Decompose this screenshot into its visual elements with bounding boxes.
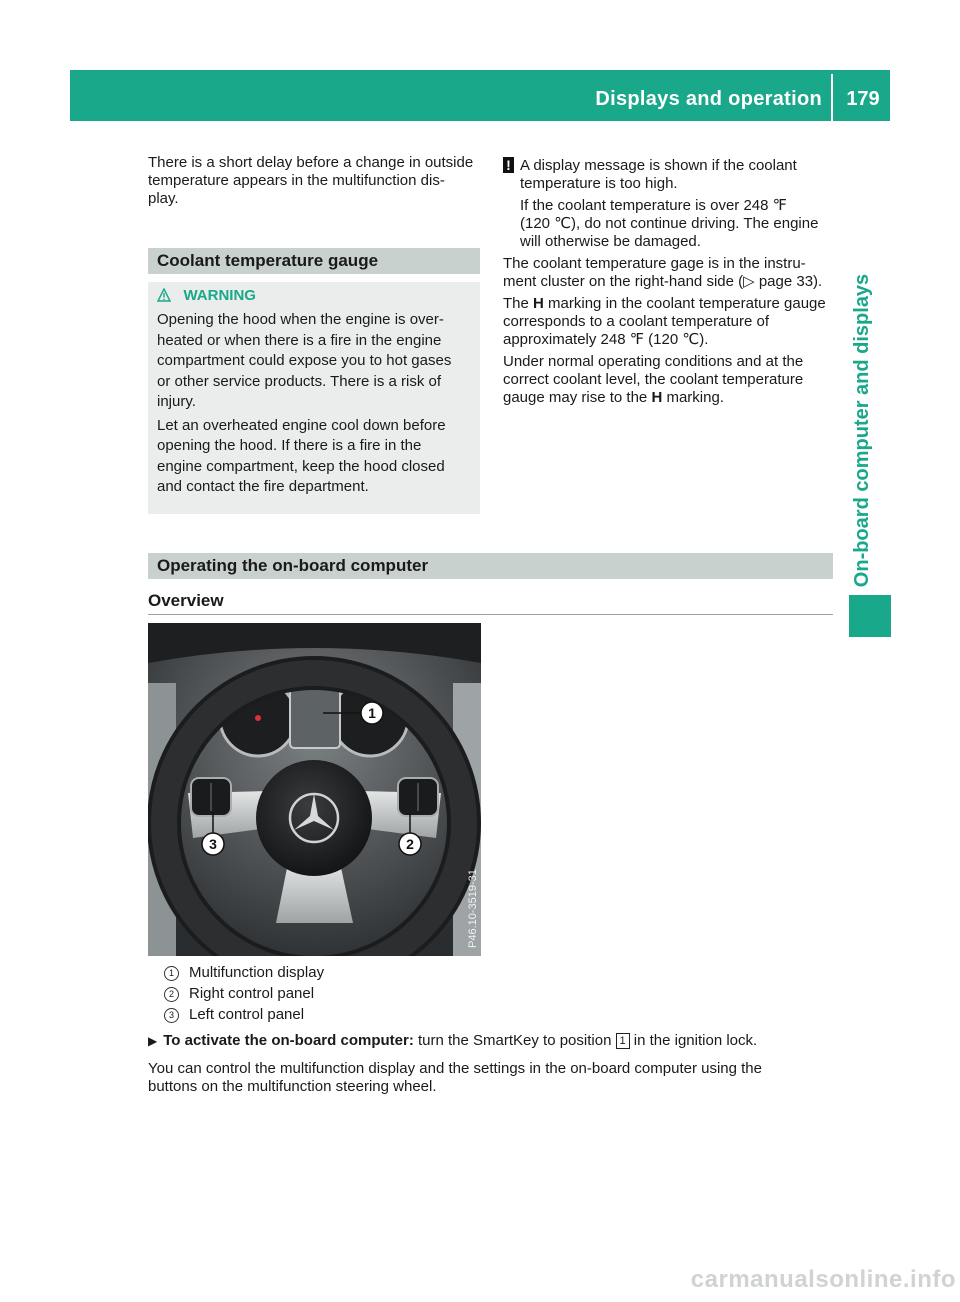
legend-item: [164, 983, 324, 1004]
text-line: corresponds to a coolant temperature of: [503, 313, 769, 330]
step-arrow-icon: ▶: [148, 1034, 158, 1048]
text-line: Under normal operating conditions and at the: [503, 353, 804, 370]
text-line: injury.: [157, 393, 196, 410]
h-marking-paragraph: [503, 295, 837, 349]
h-marking-label: H: [533, 295, 544, 312]
text-fragment: turn the SmartKey to position: [417, 1032, 612, 1049]
text-fragment: gauge may rise to the: [503, 389, 648, 406]
text-line: or other service products. There is a risk of: [157, 372, 442, 390]
image-code: P46.10-3519-31: [467, 869, 479, 948]
text-line: Let an overheated engine cool down before: [157, 416, 446, 434]
page-number: 179: [846, 88, 880, 110]
text-line: heated or when there is a fire in the engine: [157, 331, 442, 349]
warning-triangle-icon: [157, 288, 171, 302]
text-line: You can control the multifunction display and the settings in the on-board computer using the: [148, 1060, 762, 1077]
chapter-title: Displays and operation: [595, 88, 822, 110]
text-line: If the coolant temperature is over 248 ℉: [520, 197, 787, 214]
text-line: and contact the fire department.: [157, 478, 369, 495]
text-fragment: marking.: [666, 389, 724, 406]
text-line: correct coolant level, the coolant temperature: [503, 371, 804, 388]
normal-conditions-paragraph: [503, 353, 837, 407]
text-line: A display message is shown if the coolant: [520, 157, 797, 174]
side-tab-label: On-board computer and displays: [851, 273, 874, 587]
warning-para-1: [157, 310, 475, 413]
text-line: buttons on the multifunction steering wheel.: [148, 1078, 437, 1095]
onboard-computer-heading: Operating the on-board computer: [148, 553, 833, 579]
text-fragment: The: [503, 295, 529, 312]
text-line: temperature is too high.: [520, 175, 678, 192]
warning-header: [157, 287, 475, 307]
legend-label: Left control panel: [189, 1006, 305, 1023]
instruction-step: [148, 1032, 838, 1050]
text-line: compartment could expose you to hot gases: [157, 352, 452, 369]
legend-number: 1: [164, 966, 179, 981]
text-line: Opening the hood when the engine is over-: [157, 311, 444, 328]
subheading-rule: [148, 614, 833, 615]
text-fragment: marking in the coolant temperature gauge: [548, 295, 826, 312]
legend-list: [164, 962, 324, 1025]
header-divider: [831, 74, 833, 121]
legend-label: Multifunction display: [189, 964, 325, 981]
side-thumb-marker: [849, 595, 891, 637]
text-line: play.: [148, 190, 179, 207]
text-fragment: in the ignition lock.: [633, 1032, 758, 1049]
callout-3: 3: [209, 836, 217, 852]
intro-paragraph: [148, 154, 488, 208]
legend-label: Right control panel: [189, 985, 315, 1002]
text-line: The coolant temperature gage is in the instru-: [503, 255, 806, 272]
text-line: engine compartment, keep the hood closed: [157, 457, 445, 475]
warning-para-2: [157, 416, 475, 498]
overview-subheading: Overview: [148, 591, 224, 610]
callout-1: 1: [368, 705, 376, 721]
text-line: will otherwise be damaged.: [520, 233, 701, 250]
text-line: temperature appears in the multifunction dis-: [148, 172, 445, 189]
gauge-location-paragraph: [503, 255, 837, 291]
warning-box: [148, 282, 480, 514]
legend-number: 3: [164, 1008, 179, 1023]
text-line: approximately 248 ℉ (120 ℃).: [503, 331, 709, 348]
page-reference-link[interactable]: ment cluster on the right-hand side (▷ page 33).: [503, 273, 823, 290]
steering-wheel-illustration: [148, 623, 481, 956]
ignition-position-icon: 1: [616, 1033, 630, 1049]
legend-item: [164, 962, 324, 983]
text-line: opening the hood. If there is a fire in the: [157, 437, 422, 454]
h-marking-label: H: [651, 389, 663, 406]
legend-item: [164, 1004, 324, 1025]
text-line: There is a short delay before a change in outside: [148, 154, 474, 171]
callout-2: 2: [406, 836, 414, 852]
steering-wheel-photo: [148, 623, 481, 956]
watermark: carmanualsonline.info: [690, 1266, 956, 1293]
legend-number: 2: [164, 987, 179, 1002]
warning-title: WARNING: [183, 287, 256, 304]
caution-note: [503, 157, 837, 251]
coolant-heading: Coolant temperature gauge: [148, 248, 480, 274]
side-tab: [823, 273, 903, 587]
instruction-label: To activate the on-board computer:: [163, 1032, 414, 1049]
caution-icon: !: [503, 157, 514, 173]
right-column: [503, 157, 837, 407]
text-line: (120 ℃), do not continue driving. The engine: [520, 215, 819, 232]
body-paragraph: [148, 1060, 838, 1096]
